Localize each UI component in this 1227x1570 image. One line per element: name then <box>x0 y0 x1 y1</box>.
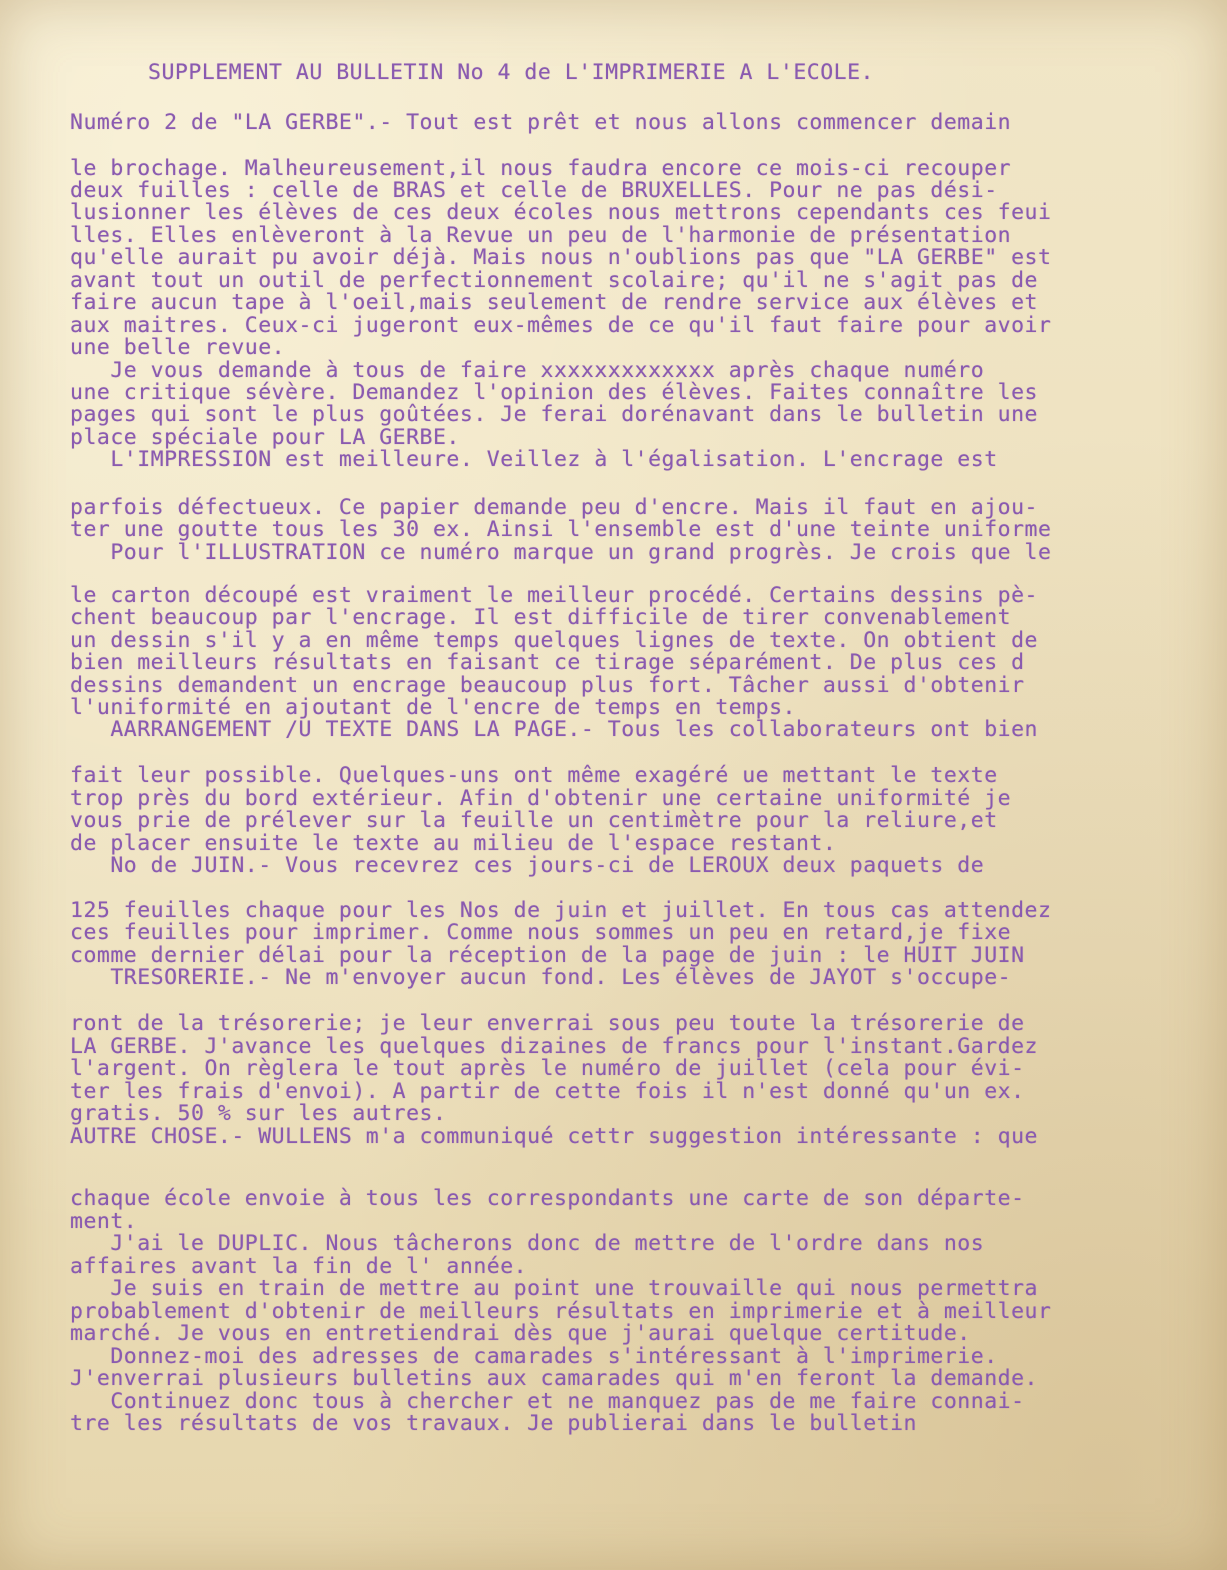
text-line: gratis. 50 % sur les autres. <box>70 1101 447 1126</box>
text-line: l'argent. On règlera le tout après le numéro de juillet (cela pour évi- <box>70 1056 1025 1081</box>
text-line: une belle revue. <box>70 335 286 360</box>
text-line: affaires avant la fin de l' année. <box>70 1254 528 1279</box>
text-line: tre les résultats de vos travaux. Je publierai dans le bulletin <box>70 1411 917 1436</box>
text-line: J'enverrai plusieurs bulletins aux camarades qui m'en feront la demande. <box>70 1366 1038 1391</box>
text-line: probablement d'obtenir de meilleurs résultats en imprimerie et à meilleur <box>70 1299 1052 1324</box>
text-line: No de JUIN.- Vous recevrez ces jours-ci de LEROUX deux paquets de <box>70 853 985 878</box>
text-line: L'IMPRESSION est meilleure. Veillez à l'égalisation. L'encrage est <box>70 447 998 472</box>
text-line: chent beaucoup par l'encrage. Il est difficile de tirer convenablement <box>70 605 1012 630</box>
text-line: Je suis en train de mettre au point une trouvaille qui nous permettra <box>70 1276 1038 1301</box>
text-line: ront de la trésorerie; je leur enverrai sous peu toute la trésorerie de <box>70 1011 1025 1036</box>
text-line: lusionner les élèves de ces deux écoles nous mettrons cependants ces feui <box>70 200 1052 225</box>
text-line: pages qui sont le plus goûtées. Je ferai dorénavant dans le bulletin une <box>70 402 1038 427</box>
text-line: bien meilleurs résultats en faisant ce tirage séparément. De plus ces d <box>70 650 1025 675</box>
text-line: Donnez-moi des adresses de camarades s'intéressant à l'imprimerie. <box>70 1344 998 1369</box>
text-line: une critique sévère. Demandez l'opinion des élèves. Faites connaître les <box>70 380 1038 405</box>
text-line: Pour l'ILLUSTRATION ce numéro marque un grand progrès. Je crois que le <box>70 540 1052 565</box>
text-line: chaque école envoie à tous les correspondants une carte de son départe- <box>70 1186 1025 1211</box>
document-title: SUPPLEMENT AU BULLETIN No 4 de L'IMPRIMERIE A L'ECOLE. <box>148 60 874 85</box>
text-line: le carton découpé est vraiment le meilleur procédé. Certains dessins pè- <box>70 583 1038 608</box>
text-line: ment. <box>70 1209 138 1234</box>
text-line: Numéro 2 de "LA GERBE".- Tout est prêt et nous allons commencer demain <box>70 110 1012 135</box>
text-line: dessins demandent un encrage beaucoup plus fort. Tâcher aussi d'obtenir <box>70 673 1025 698</box>
text-line: vous prie de prélever sur la feuille un centimètre pour la reliure,et <box>70 808 998 833</box>
text-line: de placer ensuite le texte au milieu de l'espace restant. <box>70 831 837 856</box>
text-line: AARRANGEMENT /U TEXTE DANS LA PAGE.- Tous les collaborateurs ont bien <box>70 717 1038 742</box>
text-line: Continuez donc tous à chercher et ne manquez pas de me faire connai- <box>70 1389 1025 1414</box>
text-line: qu'elle aurait pu avoir déjà. Mais nous n'oublions pas que "LA GERBE" est <box>70 245 1052 270</box>
text-line: ces feuilles pour imprimer. Comme nous sommes un peu en retard,je fixe <box>70 920 1012 945</box>
text-line: TRESORERIE.- Ne m'envoyer aucun fond. Les élèves de JAYOT s'occupe- <box>70 965 1012 990</box>
text-line: comme dernier délai pour la réception de la page de juin : le HUIT JUIN <box>70 943 1025 968</box>
text-line: fait leur possible. Quelques-uns ont même exagéré ue mettant le texte <box>70 763 998 788</box>
text-line: deux fuilles : celle de BRAS et celle de BRUXELLES. Pour ne pas dési- <box>70 178 998 203</box>
text-line: Je vous demande à tous de faire xxxxxxxxxxxxx après chaque numéro <box>70 358 985 383</box>
text-line: avant tout un outil de perfectionnement scolaire; qu'il ne s'agit pas de <box>70 268 1038 293</box>
text-line: 125 feuilles chaque pour les Nos de juin et juillet. En tous cas attendez <box>70 898 1052 923</box>
text-line: lles. Elles enlèveront à la Revue un peu de l'harmonie de présentation <box>70 223 1012 248</box>
text-line: parfois défectueux. Ce papier demande peu d'encre. Mais il faut en ajou- <box>70 495 1038 520</box>
text-line: LA GERBE. J'avance les quelques dizaines de francs pour l'instant.Gardez <box>70 1034 1038 1059</box>
text-line: l'uniformité en ajoutant de l'encre de temps en temps. <box>70 695 796 720</box>
text-line: ter les frais d'envoi). A partir de cette fois il n'est donné qu'un ex. <box>70 1079 1025 1104</box>
text-line: un dessin s'il y a en même temps quelques lignes de texte. On obtient de <box>70 628 1038 653</box>
text-line: faire aucun tape à l'oeil,mais seulement de rendre service aux élèves et <box>70 290 1038 315</box>
text-line: ter une goutte tous les 30 ex. Ainsi l'ensemble est d'une teinte uniforme <box>70 517 1052 542</box>
text-line: aux maitres. Ceux-ci jugeront eux-mêmes de ce qu'il faut faire pour avoir <box>70 313 1052 338</box>
text-line: place spéciale pour LA GERBE. <box>70 425 460 450</box>
text-line: marché. Je vous en entretiendrai dès que j'aurai quelque certitude. <box>70 1321 971 1346</box>
text-line: le brochage. Malheureusement,il nous faudra encore ce mois-ci recouper <box>70 156 1012 181</box>
text-line: trop près du bord extérieur. Afin d'obtenir une certaine uniformité je <box>70 786 1012 811</box>
text-line: J'ai le DUPLIC. Nous tâcherons donc de mettre de l'ordre dans nos <box>70 1231 985 1256</box>
text-line: AUTRE CHOSE.- WULLENS m'a communiqué cettr suggestion intéressante : que <box>70 1124 1038 1149</box>
